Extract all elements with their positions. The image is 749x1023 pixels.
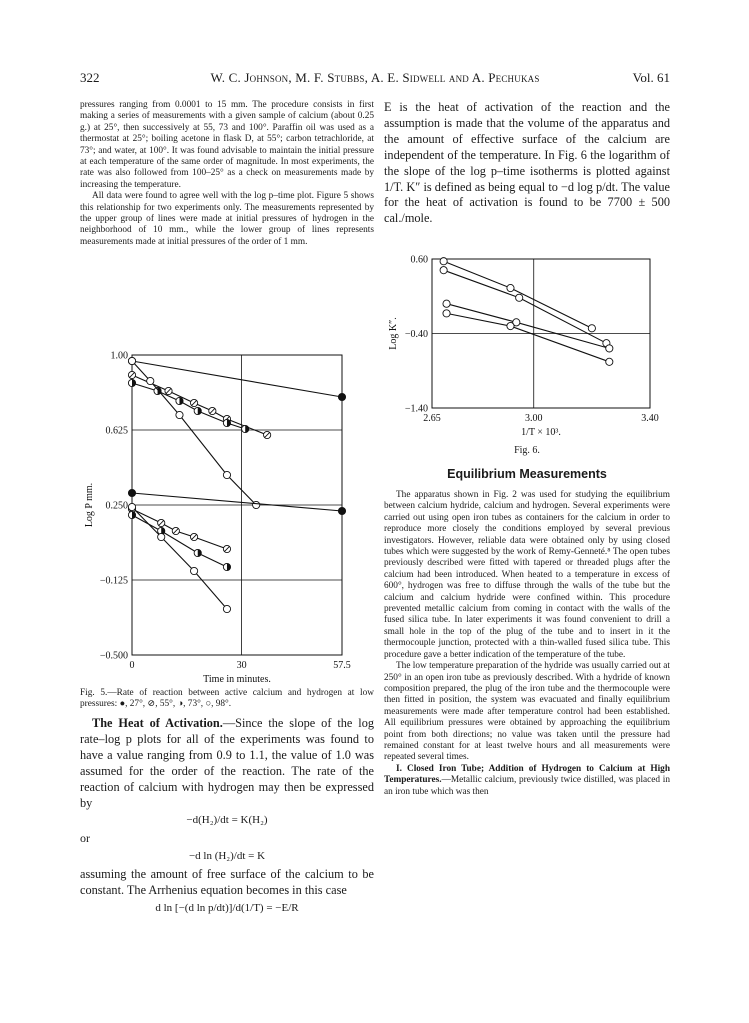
page-header	[80, 70, 670, 86]
open-marker	[606, 358, 613, 365]
open-marker	[507, 284, 514, 291]
equation-2: −d ln (H₂)/dt = K	[188, 850, 266, 863]
open-marker	[158, 533, 165, 540]
closed-tube-title: I. Closed Iron Tube; Addition of Hydrogen to Calcium at High Temperatures.	[384, 763, 670, 786]
filled-marker	[338, 393, 345, 400]
open-marker	[253, 501, 260, 508]
open-marker	[190, 567, 197, 574]
equilibrium-paragraph-1: The apparatus shown in Fig. 2 was used for studying the equilibrium between calcium hydride, calcium and hydrogen. Several experiments were carried out using open iron tubes as containers for the calcium in order to reproduce more closely the conditions employed by several previous investigators. However, reliable data were obtained only by using closed tubes which were suggested by the work of Remy-Genneté.⁸ The open tubes previously described were fitted with tapered or threaded plugs after the calcium had been introduced. When heated to a temperature in excess of 600°, hydrogen was free to diffuse through the walls of the tube but the calcium and calcium hydride were confined within. This procedure prevented metallic calcium from coming in contact with the walls of the fused silica tube. In later experiments it was found convenient to drill a small hole in the top of the plug of the tube and to insert in it the thermocouple junction, protected with a thin-walled fused silica tube. This procedure gave a better indication of the temperature of the tube.	[384, 490, 670, 660]
figure-6-plot	[388, 255, 659, 439]
equilibrium-title: Equilibrium Measurements	[447, 467, 607, 481]
paragraph-procedure: pressures ranging from 0.0001 to 15 mm. The procedure consists in first making a series of measurements with a given sample of calcium (about 0.25 g.) at 25°, then successively at 55, 73 and 100°. Paraffin oil was used as a thermostat at 25°; boiling acetone in flask D, at 55°; carbon tetrachloride, at 73°; and water, at 100°. It was found advisable to maintain the initial pressure at each temperature of the same order of magnitude. In most experiments, the rate was also followed from 100–25° as a check on measurements made by increasing the temperature.	[80, 100, 374, 190]
series-line	[132, 361, 342, 397]
x-tick-label: 0	[129, 660, 135, 671]
heat-title: The Heat of Activation.	[92, 716, 223, 730]
open-marker	[223, 605, 230, 612]
open-marker	[516, 294, 523, 301]
running-authors: W. C. Johnson, M. F. Stubbs, A. E. Sidwell and A. Pechukas	[210, 70, 540, 85]
open-marker	[176, 411, 183, 418]
paragraph-data: All data were found to agree well with the log p–time plot. Figure 5 shows this relationship for two experiments only. The measurements represented by the upper group of lines were made at initial pressures of hydrogen in the neighborhood of 10 mm., while the lower group of lines represents measurements made at initial pressures of the order of 1 mm.	[80, 191, 374, 247]
right-top-text: E is the heat of activation of the reaction and the assumption is made that the volume of the apparatus and the amount of effective surface of the calcium are independent of the temperature. In Fig. 6 the logarithm of the slope of the log p–time isotherms is plotted against 1/T. K″ is defined as being equal to −d log p/dt. The value for the heat of activation is found to be 7700 ± 500 cal./mole.	[384, 100, 670, 226]
open-marker	[507, 322, 514, 329]
page-number: 322	[80, 70, 100, 85]
y-tick-label: 1.00	[110, 350, 128, 362]
closed-tube-text: —Metallic calcium, previously twice distilled, was placed in an iron tube which was then	[384, 775, 670, 797]
left-top-text	[80, 100, 374, 248]
series-line	[447, 313, 610, 361]
x-tick-label: 3.00	[524, 413, 543, 424]
equation-1: −d(H₂)/dt = K(H₂)	[186, 814, 268, 827]
figure-5-caption: Fig. 5.—Rate of reaction between active calcium and hydrogen at low pressures: ●, 27°, ⊘, 55°, ◑, 73°, ○, 98°.	[80, 688, 374, 710]
figure-5-chart	[80, 340, 380, 685]
closed-tube-paragraph	[384, 764, 670, 798]
right-bottom-text	[384, 490, 670, 798]
y-tick-label: −1.40	[404, 403, 428, 415]
series-line	[132, 507, 227, 609]
y-tick-label: −0.40	[404, 329, 428, 340]
open-marker	[443, 300, 450, 307]
y-tick-label: −0.500	[99, 650, 128, 662]
open-marker	[443, 310, 450, 317]
x-tick-label: 30	[236, 660, 247, 671]
open-marker	[128, 503, 135, 510]
x-tick-label: 57.5	[333, 660, 351, 671]
y-tick-label: −0.125	[99, 575, 128, 587]
after-equation-text: assuming the amount of free surface of the calcium to be constant. The Arrhenius equation becomes in this case	[80, 867, 374, 898]
x-tick-label: 3.40	[641, 413, 659, 424]
x-axis-label: 1/T × 10³.	[521, 427, 561, 438]
open-marker	[223, 471, 230, 478]
open-marker	[440, 267, 447, 274]
equilibrium-paragraph-2: The low temperature preparation of the hydride was usually carried out at 250° in an open iron tube as previously described. With a hydride of known composition prepared, the plug of the iron tube and the thermocouple were then fitted in position, the system was evacuated and finally equilibrium measurements were made after temperature control had been established. All equilibrium pressures were obtained by approaching the equilibrium point from both directions; no value was taken until the pressure had remained constant for at least twelve hours and all measurements were repeated several times.	[384, 661, 670, 763]
y-axis-label: Log P mm.	[84, 482, 95, 528]
figure-5-plot	[84, 351, 351, 686]
heat-paragraph	[80, 716, 374, 811]
series-line	[132, 515, 227, 567]
left-bottom-text	[80, 716, 374, 919]
y-tick-label: 0.625	[105, 425, 128, 437]
volume-label: Vol. 61	[632, 70, 670, 85]
series-line	[132, 509, 227, 549]
or-word: or	[80, 831, 90, 846]
series-line	[444, 270, 607, 343]
x-axis-label: Time in minutes.	[203, 674, 271, 685]
filled-marker	[338, 507, 345, 514]
heat-text: —Since the slope of the log rate–log p plots for all of the experiments was found to have a value ranging from 0.9 to 1.1, the value of 1.0 was assumed for the order of the reaction. The rate of the reaction of calcium with hydrogen may then be expressed by	[80, 716, 374, 810]
open-marker	[147, 377, 154, 384]
open-marker	[128, 357, 135, 364]
x-tick-label: 2.65	[423, 413, 441, 424]
figure-6-label: Fig. 6.	[514, 445, 540, 456]
series-line	[132, 493, 342, 511]
filled-marker	[128, 489, 135, 496]
open-marker	[606, 345, 613, 352]
figure-6-chart	[384, 250, 684, 445]
y-axis-label: Log K″.	[388, 317, 399, 350]
y-tick-label: 0.250	[105, 500, 128, 512]
series-line	[447, 304, 610, 349]
y-tick-label: 0.60	[410, 254, 428, 266]
equation-3: d ln [−(d ln p/dt)]/d(1/T) = −E/R	[155, 901, 299, 914]
open-marker	[588, 325, 595, 332]
open-marker	[440, 258, 447, 265]
